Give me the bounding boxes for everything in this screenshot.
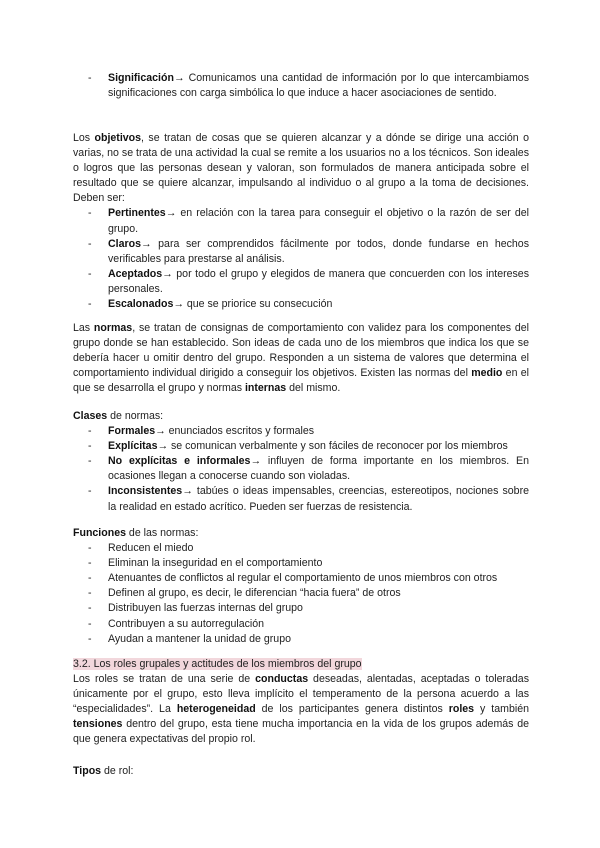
list-item-term: Claros [108,237,141,250]
objetivos-block [73,131,529,312]
list-item-text: que se priorice su consecución [183,298,333,311]
list-item-term: No explícitas e informales [108,455,251,468]
list-item-text: Comunicamos una cantidad de información por lo que intercambiamos significaciones con carga simbólica lo que induce a hacer asociaciones de sentido. [108,72,529,100]
tensiones-term: tensiones [73,718,123,731]
medio-term: medio [471,367,503,380]
list-item: - Contribuyen a su autorregulación [73,617,529,632]
list-item: - Atenuantes de conflictos al regular el comportamiento de unos miembros con otros [73,571,529,586]
arrow-icon: → [140,237,152,250]
arrow-icon: → [165,207,177,220]
section-heading [73,657,529,672]
tipos-block [73,764,529,779]
list-item: - Distribuyen las fuerzas internas del grupo [73,601,529,616]
list-item [73,206,529,236]
arrow-icon: → [173,72,185,84]
list-item-text: tabúes o ideas impensables, creencias, estereotipos, nociones sobre la realidad en estado acrítico. Pueden ser fuerzas de resistencia. [108,485,529,513]
list-item [73,454,529,484]
clases-list [73,424,529,515]
roles-term: roles [448,703,475,716]
funciones-list [73,541,529,647]
list-item-term: Pertinentes [108,207,166,220]
arrow-icon: → [173,298,184,311]
clases-block [73,409,529,515]
internas-term: internas [244,382,287,395]
list-item-text: influyen de forma importante en los miembros. En ocasiones llegan a conocerse cuando son violadas. [108,455,529,483]
section-3-2-block [73,657,529,748]
conductas-term: conductas [255,673,309,686]
list-item-term: Aceptados [108,267,163,280]
list-item [73,267,529,297]
list-item [73,484,529,514]
heterogeneidad-term: heterogeneidad [176,703,256,716]
list-item-term: Significación [108,72,174,84]
list-item [73,439,529,454]
roles-paragraph: Los roles se tratan de una serie de conductas deseadas, alentadas, aceptadas o toleradas únicamente por el grupo, esto lleva implícito el temperamento de la persona acuerdo a las “especialidades”. La heterogeneidad de los participantes genera distintos roles y también tensiones dentro del grupo, esta tiene mucha importancia en la vida de los grupos además de que genera expectativas del propio rol. [73,673,529,746]
list-item-text: para ser comprendidos fácilmente por todos, donde fundarse en hechos verificables para prestarse al análisis. [108,237,529,265]
objetivos-list [73,206,529,312]
arrow-icon: → [250,455,262,468]
normas-term: normas [93,322,133,334]
list-item-term: Formales [108,425,156,438]
funciones-block [73,526,529,647]
intro-list-block [73,71,529,101]
arrow-icon: → [157,440,169,453]
section-heading-text: 3.2. Los roles grupales y actitudes de los miembros del grupo [73,658,362,670]
list-item [73,297,529,312]
list-item: - Ayudan a mantener la unidad de grupo [73,632,529,647]
list-item-text: en relación con la tarea para conseguir el objetivo o la razón de ser del grupo. [108,207,529,235]
list-item-text: se comunican verbalmente y son fáciles de reconocer por los miembros [168,440,508,453]
clases-title: Clases de normas: [73,410,164,422]
list-item [73,424,529,439]
normas-paragraph: Las normas, se tratan de consignas de comportamiento con validez para los componentes del grupo donde se han establecido. Son ideas de cada uno de los miembros que indica los que se debería hacer u omitir dentro del grupo. Responden a un sistema de valores que determina el comportamiento individual dirigido a conseguir los objetivos. Existen las normas del medio en el que se desarrolla el grupo y normas internas del mismo. [73,322,529,395]
objetivos-paragraph: Los objetivos, se tratan de cosas que se quieren alcanzar y a dónde se dirige una acción o varias, no se trata de una actividad la cual se remite a los usuarios no a los técnicos. Son ideales o logros que las personas desean y valoran, son formulados de manera anticipada sobre el resultado que se quiere alcanzar, impulsando al individuo o al grupo a la toma de decisiones. Deben ser: [73,132,529,205]
list-item: - Definen al grupo, es decir, le diferencian “hacia fuera” de otros [73,586,529,601]
list-item-text: enunciados escritos y formales [165,425,315,438]
tipos-title: Tipos de rol: [73,765,134,777]
arrow-icon: → [182,485,193,498]
normas-block [73,321,529,396]
funciones-title: Funciones de las normas: [73,527,199,539]
arrow-icon: → [155,425,166,438]
arrow-icon: → [162,267,173,280]
list-item-term: Explícitas [108,440,158,453]
intro-list [73,71,529,101]
list-item: - Eliminan la inseguridad en el comportamiento [73,556,529,571]
list-item [73,237,529,267]
list-item-text: por todo el grupo y elegidos de manera que concuerden con los intereses personales. [108,267,529,295]
list-item [73,71,529,101]
list-item-term: Inconsistentes [108,485,183,498]
list-item-term: Escalonados [108,298,174,311]
list-item: - Reducen el miedo [73,541,529,556]
objetivos-term: objetivos [94,132,142,144]
